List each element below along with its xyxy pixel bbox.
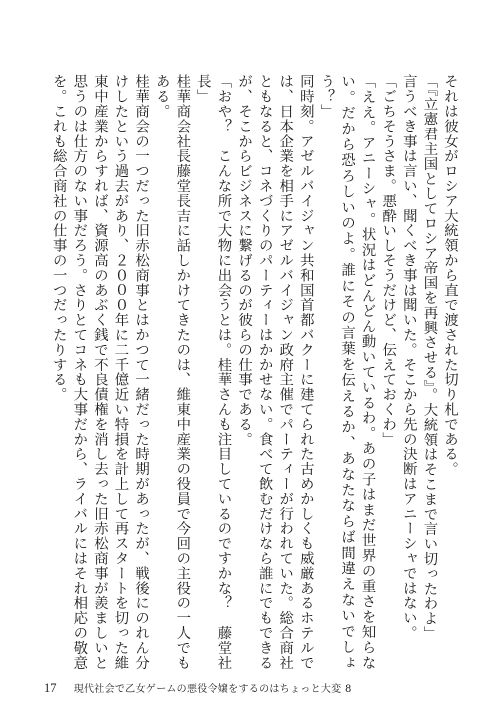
text-line: それは彼女がロシア大統領から直で渡された切り札である。 <box>442 74 458 477</box>
text-line: 「おや？ こんな所で大物に出会うとは。桂華さんも注目しているのですかな？ 藤堂社長」 <box>194 74 232 670</box>
vertical-body-text <box>28 74 460 670</box>
running-title: 現代社会で乙女ゲームの悪役令嬢をするのはちょっと大変 8 <box>73 684 352 695</box>
page-number: 17 <box>44 681 57 695</box>
text-line: 桂華商会の一つだった旧赤松商事とはかつて一緒だった時期があったが、戦後にのれん分けしたという過去があり、２０００年に二千億近い特損を計上して再スタートを切った維東中産業からすれば、資源高のあぶく銭で不良債権を消し去った旧赤松商事が羨ましいと思うのは仕方のない事だろう。さりとてコネも大事だから、ライバルにはそれ相応の敬意を。これも総合商社の仕事の一つだったりする。 <box>50 74 150 670</box>
text-line: 桂華商会社長藤堂長吉に話しかけてきたのは、維東中産業の役員で今回の主役の一人でもある。 <box>153 74 191 670</box>
text-line: 言うべき事は言い、聞くべき事は聞いた。そこから先の決断はアニーシャではない。 <box>400 74 417 641</box>
text-line: 同時刻。アゼルバイジャン共和国首都バクーに建てられた古めかしくも威厳あるホテルでは、日本企業を相手にアゼルバイジャン政府主催でパーティーが行われていた。総合商社ともなると、コネづくりのパーティーはかかせない。食べて飲むだけなら誰にでもできるが、そこからビジネスに繋げるのが彼らの仕事である。 <box>236 74 314 670</box>
text-line: 「ごちそうさま。悪酔いしそうだけど、伝えておくわ」 <box>380 74 397 447</box>
text-line: 「ええ。アニーシャ。状況はどんどん動いているわ。あの子はまだ世界の重さを知らない。だから恐ろしいのよ。誰にその言葉を伝えるか、あなたならば間違えないでしょう？」 <box>318 74 376 670</box>
text-line: 「『立憲君主国としてロシア帝国を再興させる』。大統領はそこまで言い切ったわよ」 <box>421 74 438 641</box>
page-footer <box>44 682 352 696</box>
